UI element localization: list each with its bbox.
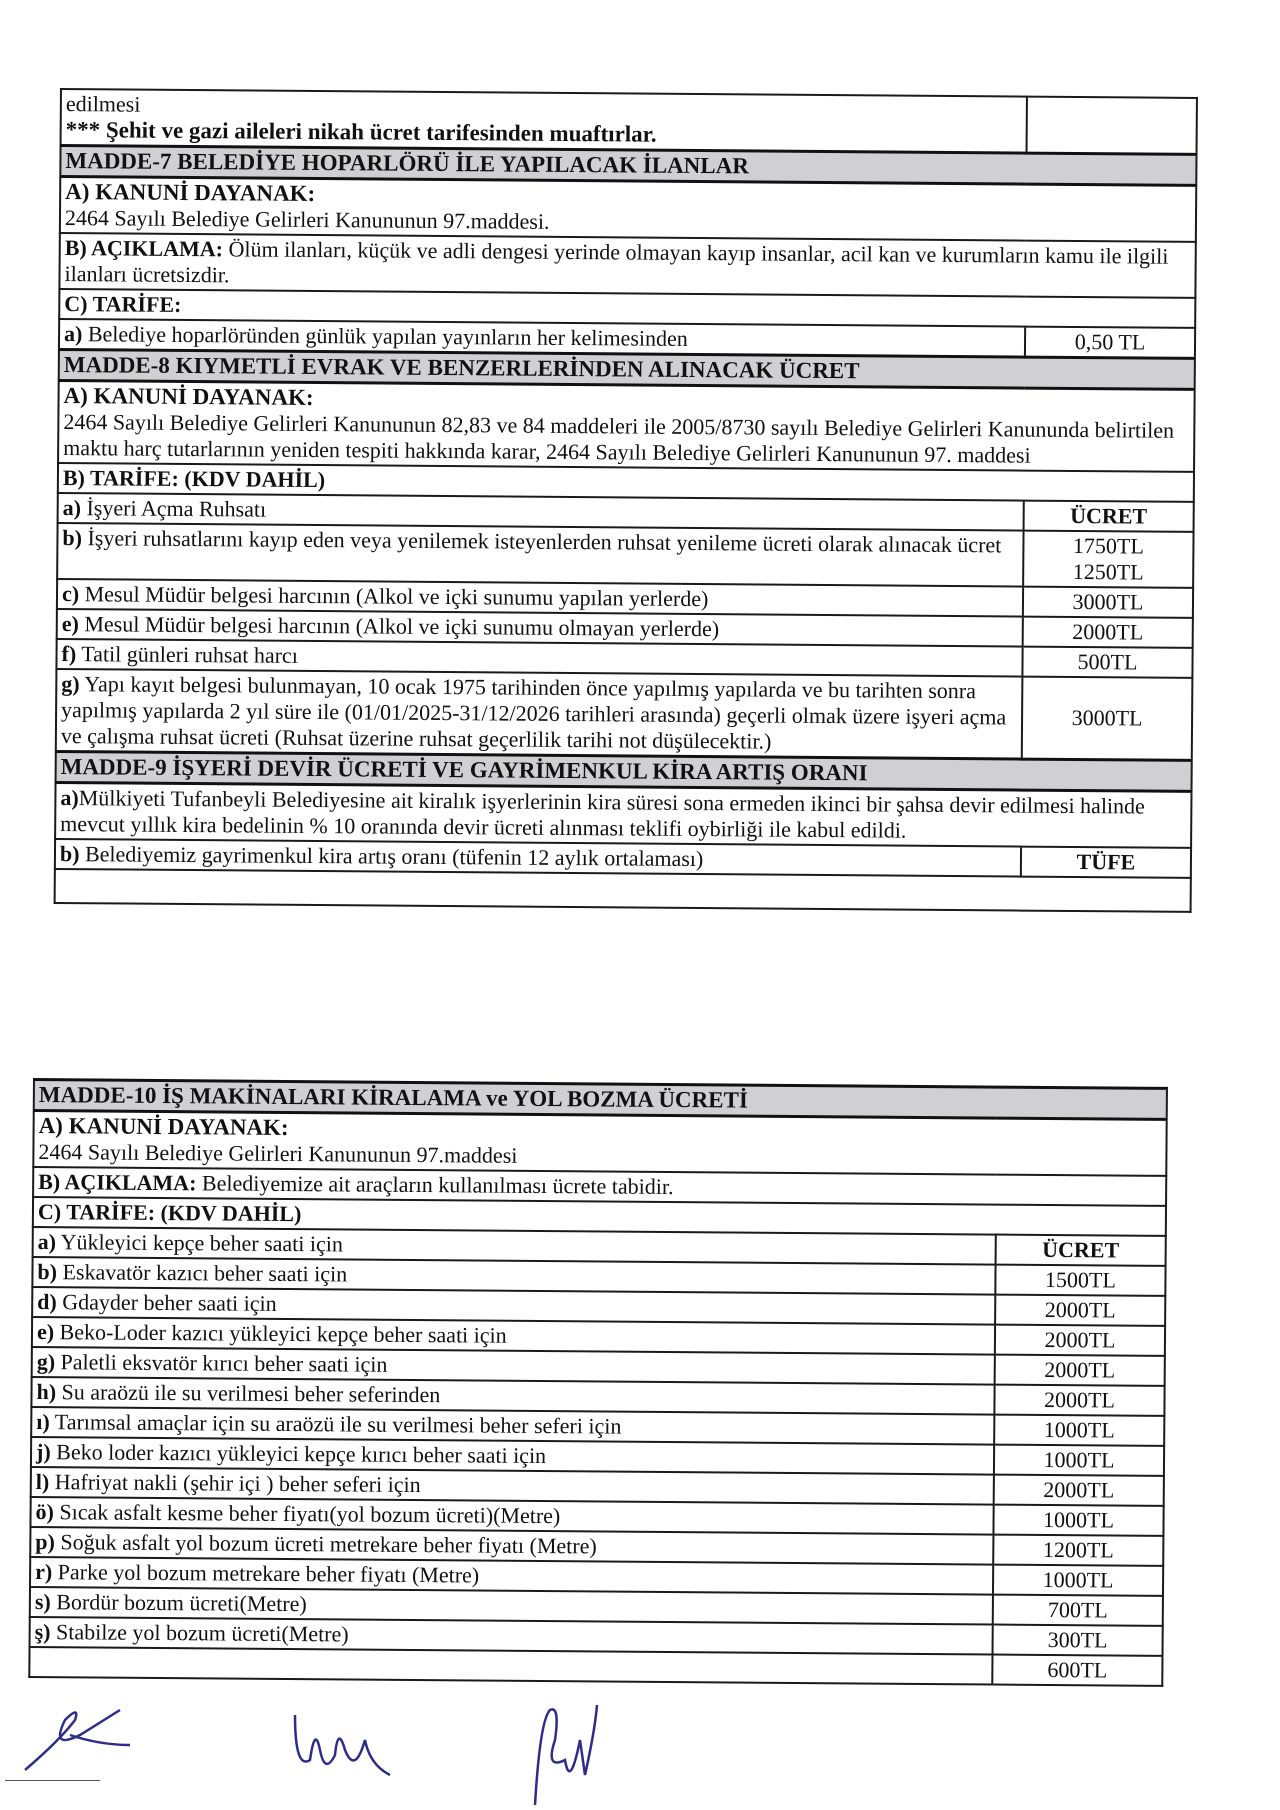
madde10-description-label: B) AÇIKLAMA: [38, 1169, 197, 1196]
item-text: Bordür bozum ücreti(Metre) [50, 1589, 307, 1617]
madde7-legal-basis-text: 2464 Sayılı Belediye Gelirleri Kanununun 97.maddesi. [64, 205, 550, 234]
madde8-legal-basis-label: A) KANUNİ DAYANAK: [63, 383, 314, 411]
item-prefix: p) [35, 1529, 56, 1555]
continuation-row [61, 89, 1197, 154]
madde8-legal-basis-text: 2464 Sayılı Belediye Gelirleri Kanununun 82,83 ve 84 maddeleri ile 2005/8730 sayılı Belediye Gelirleri Kanununda belirtilen maktu harç tutarlarının yeniden tespiti hakkında karar, 2464 Sayılı Belediye Gelirleri Kanununun 97. maddesi [63, 409, 1175, 468]
item-text: Beko-Loder kazıcı yükleyici kepçe beher saati için [54, 1319, 507, 1348]
item-prefix: b) [59, 841, 80, 867]
item-prefix: a) [63, 321, 83, 347]
table-row [56, 669, 1193, 760]
signature-2 [290, 1705, 400, 1785]
tariff-table-upper [54, 88, 1198, 913]
item-text: Sıcak asfalt kesme beher fiyatı(yol bozum ücreti)(Metre) [53, 1499, 561, 1529]
divider-line [5, 1780, 100, 1781]
item-value: 2000TL [995, 1325, 1165, 1356]
madde8-tariff-label: B) TARİFE: (KDV DAHİL) [58, 463, 1194, 502]
tariff-table-lower [28, 1078, 1168, 1687]
fee-header: ÜCRET [996, 1235, 1166, 1266]
item-text: Yapı kayıt belgesi bulunmayan, 10 ocak 1975 tarihinden önce yapılmış yapılarda ve bu tarihten sonra yapılmış yapılarda 2 yıl süre ile (01/01/2025-31/12/2026 tarihleri arasında) geçerli olmak üzere işyeri açma ve çalışma ruhsat ücreti (Ruhsat üzerine ruhsat geçerlilik tarihi not düşülecektir.) [60, 671, 1007, 754]
continuation-text: edilmesi [65, 91, 141, 117]
continuation-value [1027, 97, 1197, 155]
madde9-heading: MADDE-9 İŞYERİ DEVİR ÜCRETİ VE GAYRİMENKUL KİRA ARTIŞ ORANI [56, 751, 1192, 791]
fee-header: ÜCRET [1024, 501, 1194, 532]
item-value: 700TL [993, 1595, 1163, 1626]
item-prefix: e) [36, 1319, 55, 1345]
item-value: 3000TL [1022, 677, 1193, 761]
item-prefix: b) [37, 1259, 58, 1285]
madde10-items [29, 1227, 1165, 1686]
item-value: 2000TL [995, 1295, 1165, 1326]
continuation-cell [61, 89, 1027, 153]
table-row [57, 523, 1193, 588]
madde10-tariff-label: C) TARİFE: (KDV DAHİL) [33, 1197, 1166, 1236]
item-prefix: ş) [34, 1619, 51, 1645]
item-value: 600TL [992, 1655, 1162, 1686]
item-prefix: f) [61, 641, 77, 667]
madde10-legal-basis-text: 2464 Sayılı Belediye Gelirleri Kanununun 97.maddesi [38, 1139, 518, 1168]
item-prefix: s) [34, 1589, 51, 1615]
item-text: İşyeri ruhsatlarını kayıp eden veya yenilemek isteyenlerden ruhsat yenileme ücreti olarak alınacak ücret [81, 525, 1002, 558]
madde9-rent-increase-value: TÜFE [1021, 847, 1191, 878]
item-text: Tatil günleri ruhsat harcı [76, 641, 298, 668]
item-prefix: j) [35, 1439, 51, 1465]
item-value: 1500TL [995, 1265, 1165, 1296]
item-text: Soğuk asfalt yol bozum ücreti metrekare beher fiyatı (Metre) [54, 1529, 597, 1559]
item-value: 2000TL [994, 1385, 1164, 1416]
item-value: 3000TL [1023, 587, 1193, 618]
item-prefix: g) [36, 1349, 56, 1375]
madde10-heading: MADDE-10 İŞ MAKİNALARI KİRALAMA ve YOL BOZMA ÜCRETİ [34, 1080, 1167, 1120]
item-text: Stabilze yol bozum ücreti(Metre) [50, 1619, 349, 1647]
item-prefix: e) [61, 611, 79, 637]
item-value: 500TL [1022, 647, 1192, 678]
item-text: Belediye hoparlöründen günlük yapılan yayınların her kelimesinden [82, 321, 688, 351]
madde10-description-text: Belediyemize ait araçların kullanılması ücrete tabidir. [196, 1170, 674, 1200]
item-prefix: r) [35, 1559, 53, 1585]
item-value: 2000TL [995, 1355, 1165, 1386]
item-prefix: b) [62, 525, 83, 551]
item-text: Beko loder kazıcı yükleyici kepçe kırıcı beher saati için [50, 1439, 547, 1469]
madde7-tariff-label: C) TARİFE: [59, 289, 1195, 328]
item-text: Eskavatör kazıcı beher saati için [56, 1259, 348, 1287]
item-text: Mesul Müdür belgesi harcının (Alkol ve içki sunumu yapılan yerlerde) [79, 581, 709, 612]
signature-3 [525, 1700, 625, 1810]
item-value: 2000TL [1023, 617, 1193, 648]
item-text: Su araözü ile su verilmesi beher seferinden [56, 1379, 441, 1408]
item-value: 1000TL [993, 1505, 1163, 1536]
item-prefix: g) [61, 671, 80, 697]
item-value: 300TL [993, 1625, 1163, 1656]
item-prefix: ı) [36, 1409, 50, 1435]
madde7-description-text: Ölüm ilanları, küçük ve adli dengesi yerinde olmayan kayıp insanlar, acil kan ve kurumların kamu ile ilgili ilanları ücretsizdir. [64, 236, 1169, 288]
item-text: Tarımsal amaçlar için su araözü ile su verilmesi beher seferi için [49, 1409, 622, 1439]
item-value: 2000TL [994, 1475, 1164, 1506]
madde7-description-row [59, 233, 1195, 298]
signature-1 [20, 1695, 160, 1775]
item-prefix: ö) [35, 1499, 55, 1525]
item-text: Hafriyat nakli (şehir içi ) beher seferi için [49, 1469, 421, 1498]
item-value: 1750TL [1072, 532, 1144, 559]
item-value: 1000TL [994, 1415, 1164, 1446]
madde7-legal-basis-label: A) KANUNİ DAYANAK: [65, 179, 316, 207]
madde8-heading: MADDE-8 KIYMETLİ EVRAK VE BENZERLERİNDEN ALINACAK ÜCRET [59, 349, 1195, 389]
item-text: Yükleyici kepçe beher saati için [55, 1229, 344, 1257]
item-prefix: d) [37, 1289, 57, 1315]
madde10-legal-basis-row [33, 1111, 1166, 1176]
item-prefix: l) [35, 1469, 50, 1495]
item-prefix: a) [37, 1229, 57, 1255]
madde9-rent-increase-text: Belediyemiz gayrimenkul kira artış oranı (tüfenin 12 aylık ortalaması) [79, 841, 704, 872]
item-prefix: a) [62, 495, 82, 521]
madde7-legal-basis-row [60, 177, 1196, 242]
exemption-note: *** Şehit ve gazi aileleri nikah ücret tarifesinden muaftırlar. [65, 117, 657, 147]
madde7-heading: MADDE-7 BELEDİYE HOPARLÖRÜ İLE YAPILACAK İLANLAR [60, 146, 1196, 186]
item-value: 1250TL [1072, 558, 1144, 585]
madde8-legal-basis-row [58, 380, 1195, 471]
item-value: 1000TL [994, 1445, 1164, 1476]
item-prefix: c) [61, 581, 80, 607]
item-value: 1000TL [993, 1565, 1163, 1596]
item-text: Parke yol bozum metrekare beher fiyatı (Metre) [52, 1559, 480, 1588]
madde9-transfer-row [55, 782, 1191, 847]
madde7-description-label: B) AÇIKLAMA: [64, 235, 224, 262]
item-prefix: a) [60, 785, 79, 811]
item-text: Paletli eksvatör kırıcı beher saati için [55, 1349, 388, 1377]
item-value: 1200TL [993, 1535, 1163, 1566]
item-text: Mesul Müdür belgesi harcının (Alkol ve içki sunumu olmayan yerlerde) [78, 611, 720, 642]
item-text: İşyeri Açma Ruhsatı [80, 495, 267, 522]
item-prefix: h) [36, 1379, 57, 1405]
madde10-legal-basis-label: A) KANUNİ DAYANAK: [38, 1113, 289, 1141]
item-text: Gdayder beher saati için [56, 1289, 277, 1316]
madde9-transfer-text: Mülkiyeti Tufanbeyli Belediyesine ait kiralık işyerlerinin kira süresi sona ermeden ikinci bir şahsa devir edilmesi halinde mevcut yıllık kira bedelinin % 10 oranında devir ücreti alınması teklifi oybirliği ile kabul edildi. [60, 785, 1145, 843]
item-value: 0,50 TL [1025, 327, 1195, 359]
